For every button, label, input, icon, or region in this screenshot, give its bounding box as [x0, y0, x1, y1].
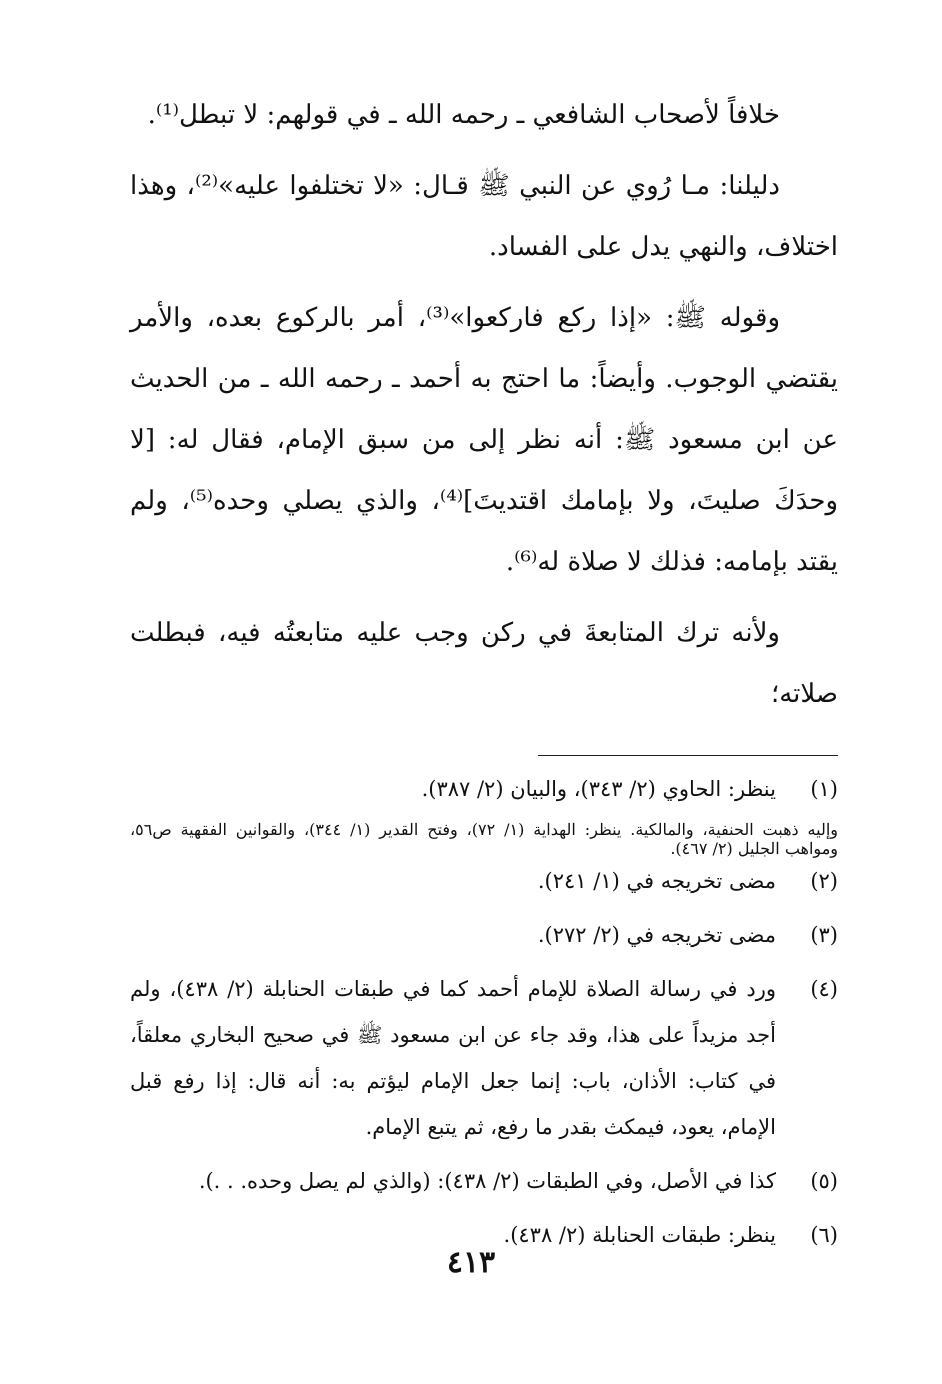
footnotes	[130, 766, 838, 1258]
footnote-text: مضى تخريجه في (١/ ٢٤١).	[537, 869, 776, 893]
footnote-number: (١)	[810, 777, 838, 801]
paragraph-3: وقوله ﷺ: «إذا ركع فاركعوا»⁽³⁾، أمر بالركوع بعده، والأمر يقتضي الوجوب. وأيضاً: ما احتج به أحمد ـ رحمه الله ـ من الحديث عن ابن مسعود ﷺ: أنه نظر إلى من سبق الإمام، فقال له: [لا وحدَكَ صليتَ، ولا بإمامك اقتديتَ]⁽⁴⁾، والذي يصلي وحده⁽⁵⁾، ولم يقتد بإمامه: فذلك لا صلاة له⁽⁶⁾.	[130, 303, 838, 577]
footnote-text: ورد في رسالة الصلاة للإمام أحمد كما في طبقات الحنابلة (٢/ ٤٣٨)، ولم أجد مزيداً على هذا، وقد جاء عن ابن مسعود ﷺ في صحيح البخاري معلقاً، في كتاب: الأذان، باب: إنما جعل الإمام ليؤتم به: أنه قال: إذا رفع قبل الإمام، يعود، فيمكث بقدر ما رفع، ثم يتبع الإمام.	[130, 977, 776, 1139]
footnote-text: كذا في الأصل، وفي الطبقات (٢/ ٤٣٨): (والذي لم يصل وحده. . .).	[198, 1169, 776, 1193]
paragraph-1: خلافاً لأصحاب الشافعي ـ رحمه الله ـ في قولهم: لا تبطل⁽¹⁾.	[147, 100, 780, 130]
footnote-3	[130, 912, 838, 958]
footnote-separator	[538, 755, 838, 756]
footnote-text: ينظر: الحاوي (٢/ ٣٤٣)، والبيان (٢/ ٣٨٧).	[421, 777, 776, 801]
footnote-number: (٤)	[810, 977, 838, 1001]
paragraph-4: ولأنه ترك المتابعةَ في ركن وجب عليه متابعتُه فيه، فبطلت صلاته؛	[130, 618, 838, 709]
footnote-text: ينظر: طبقات الحنابلة (٢/ ٤٣٨).	[503, 1223, 776, 1247]
paragraph-2: دليلنا: مـا رُوي عن النبي ﷺ قـال: «لا تختلفوا عليه»⁽²⁾، وهذا اختلاف، والنهي يدل على الفساد.	[130, 171, 838, 262]
footnote-separator-wrap	[130, 725, 838, 756]
footnote-5	[130, 1158, 838, 1204]
footnote-1	[130, 766, 838, 812]
footnote-number: (٣)	[810, 923, 838, 947]
footnote-number: (٢)	[810, 869, 838, 893]
main-text	[130, 85, 838, 725]
footnote-4	[130, 966, 838, 1150]
page-content	[130, 85, 838, 1266]
footnote-text: مضى تخريجه في (٢/ ٢٧٢).	[537, 923, 776, 947]
footnote-number: (٥)	[810, 1169, 838, 1193]
footnote-2	[130, 858, 838, 904]
footnote-1-continuation: وإليه ذهبت الحنفية، والمالكية. ينظر: الهداية (١/ ٧٢)، وفتح القدير (١/ ٣٤٤)، والقوانين الفقهية ص٥٦، ومواهب الجليل (٢/ ٤٦٧).	[130, 820, 839, 858]
page-number: ٤١٣	[446, 1245, 496, 1280]
footnote-number: (٦)	[810, 1223, 838, 1247]
